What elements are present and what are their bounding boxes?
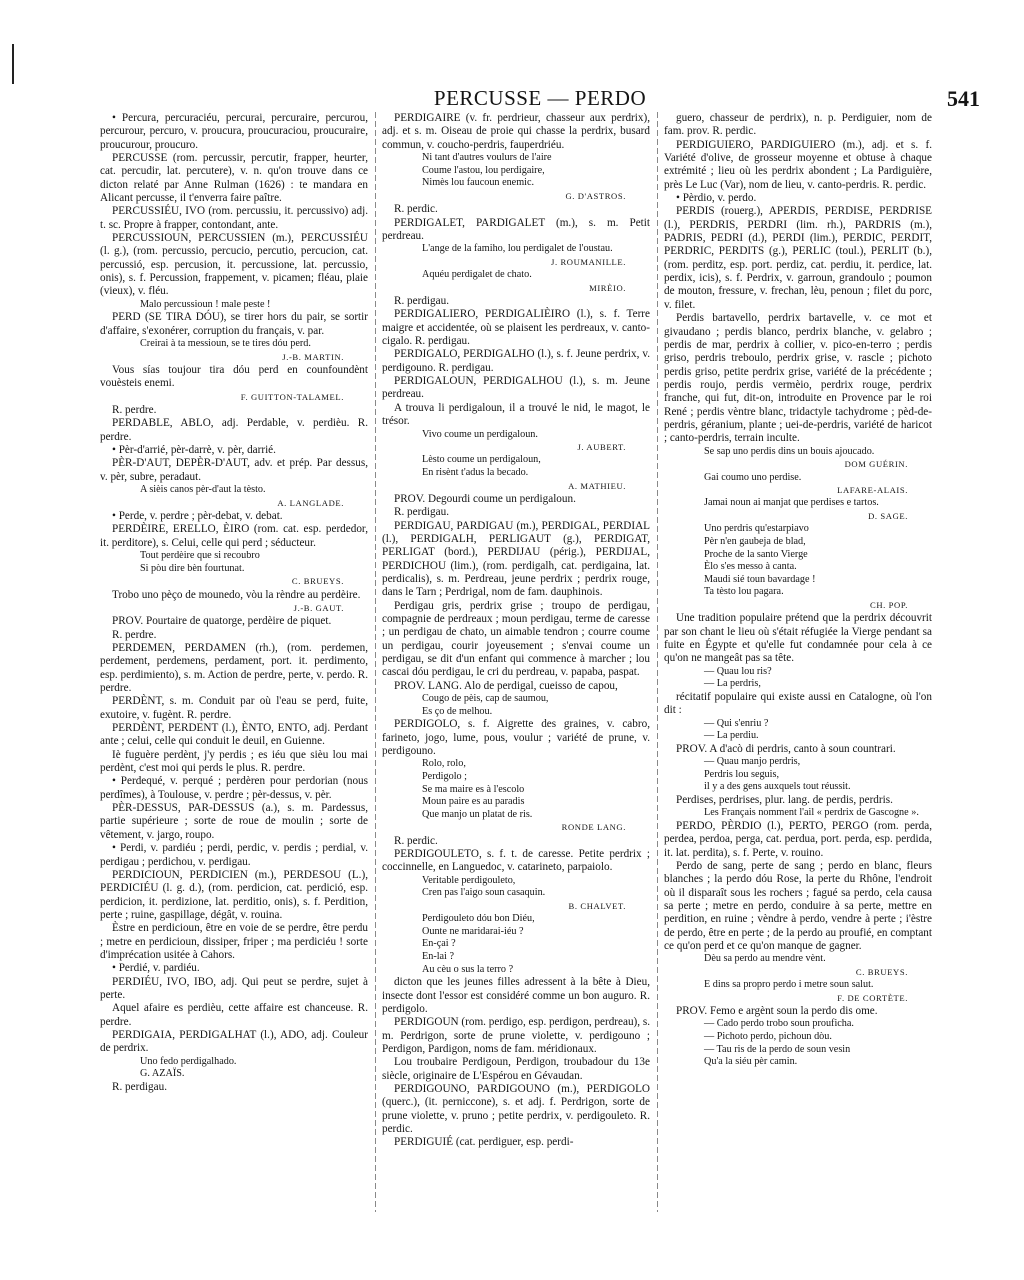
dictionary-paragraph: PERCUSSE (rom. percussir, percutir, frapper, heurter, cat. percudir, lat. percutere), v. n. qu'on trouve dans ce dicton relaté par Anne Rulman (1626) : te mandara en Alicant percusse, il t'enverra faire paître. <box>100 152 368 205</box>
dictionary-paragraph: PERDIGALIERO, PERDIGALIÈIRO (l.), s. f. Terre maigre et accidentée, où se plaisent les perdreaux, v. canto-cigalo. R. perdigau. <box>382 308 650 348</box>
dictionary-paragraph: Lou troubaire Perdigoun, Perdigon, troubadour du 13e siècle, originaire de L'Espérou en Gévaudan. <box>382 1056 650 1082</box>
dictionary-paragraph: Coume l'astou, lou perdigaire, <box>422 164 545 176</box>
dictionary-paragraph: • Percura, percuraciéu, percurai, percuraire, percurou, percurour, percuro, v. proucura, proucuraciou, proucuraire, proucurour, proucuro. <box>100 112 368 151</box>
dictionary-paragraph: D. SAGE. <box>868 511 908 522</box>
dictionary-paragraph: Se sap uno perdis dins un bouis ajoucado. <box>704 445 875 457</box>
dictionary-paragraph: G. D'ASTROS. <box>565 190 626 201</box>
dictionary-paragraph: R. perdigau. <box>394 295 449 308</box>
dictionary-paragraph: Uno perdris qu'estarpiavo <box>704 523 809 535</box>
dictionary-paragraph: Jamai noun ai manjat que perdises e tartos. <box>704 497 879 509</box>
dictionary-paragraph: Maudi sié toun bavardage ! <box>704 573 816 585</box>
dictionary-paragraph: F. GUITTON-TALAMEL. <box>240 391 344 402</box>
dictionary-paragraph: J.-B. GAUT. <box>293 602 344 613</box>
dictionary-paragraph: Ta tèsto lou pagara. <box>704 586 784 598</box>
dictionary-paragraph: J. ROUMANILLE. <box>551 256 626 267</box>
dictionary-paragraph: Tout perdèire que si recoubro <box>140 550 260 562</box>
dictionary-paragraph: PERDO, PÈRDIO (l.), PERTO, PERGO (rom. perda, perdea, perdoa, perga, cat. perdua, port. perda, esp. perdida, it. lat. perdita), s. f. Perte, v. rouino. <box>664 819 932 859</box>
dictionary-paragraph: Cren pas l'aigo soun casaquin. <box>422 887 546 899</box>
dictionary-paragraph: • Perdié, v. pardiéu. <box>112 962 200 975</box>
dictionary-paragraph: — Quau lou ris? <box>704 665 772 677</box>
dictionary-paragraph: PERDIGOLO, s. f. Aigrette des graines, v. cabro, farineto, jogo, lume, pous, voulur ; variété de prune, v. perdigouno. <box>382 718 650 757</box>
dictionary-paragraph: — Qui s'enriu ? <box>704 717 769 729</box>
dictionary-paragraph: Dèu sa perdo au mendre vènt. <box>704 953 826 965</box>
dictionary-paragraph: Ounte ne maridarai-iéu ? <box>422 925 524 937</box>
dictionary-paragraph: Iè fuguère perdènt, j'y perdis ; es iéu que sièu lou mai perdènt, c'est moi qui perds le plus. R. perdre. <box>100 748 368 775</box>
margin-rule <box>12 44 14 84</box>
dictionary-paragraph: Moun paire es au paradis <box>422 796 525 808</box>
dictionary-paragraph: PROV. A d'acò di perdris, canto à soun countrari. <box>676 742 896 755</box>
dictionary-paragraph: PERDIGAIRE (v. fr. perdrieur, chasseur aux perdrix), adj. et s. m. Oiseau de proie qui chasse la perdrix, busard commun, v. coucho-perdris, fauperdriéu. <box>382 112 650 151</box>
dictionary-paragraph: — La perdiu. <box>704 730 759 742</box>
dictionary-paragraph: Malo percussioun ! male peste ! <box>140 298 271 310</box>
dictionary-paragraph: CH. POP. <box>870 599 908 610</box>
dictionary-paragraph: PERDIGALOUN, PERDIGALHOU (l.), s. m. Jeune perdreau. <box>382 375 650 401</box>
dictionary-paragraph: il y a des gens auxquels tout réussit. <box>704 781 851 793</box>
dictionary-paragraph: PÈR-DESSUS, PAR-DESSUS (a.), s. m. Pardessus, partie supérieure ; sorte de roue de moulin ; sorte de vêtement, v. jargo, roupo. <box>100 802 368 841</box>
dictionary-paragraph: • Perdequé, v. perqué ; perdèren pour perdorian (nous perdîmes), à Toulouse, v. perdre ; pèr-dessus, v. pèr. <box>100 775 368 801</box>
dictionary-paragraph: Aquéu perdigalet de chato. <box>422 269 532 281</box>
column-2 <box>382 112 650 1272</box>
dictionary-paragraph: Veritable perdigouleto, <box>422 874 516 886</box>
dictionary-paragraph: A sièis canos pèr-d'aut la tèsto. <box>140 484 266 496</box>
dictionary-paragraph: PERDIGOULETO, s. f. t. de caresse. Petite perdrix ; coccinnelle, en Languedoc, v. catarineto, parpaiolo. <box>382 848 650 874</box>
dictionary-paragraph: guero, chasseur de perdrix), n. p. Perdiguier, nom de fam. prov. R. perdic. <box>664 112 932 138</box>
dictionary-paragraph: PÈR-D'AUT, DEPÈR-D'AUT, adv. et prép. Par dessus, v. pèr, subre, peradaut. <box>100 457 368 483</box>
dictionary-paragraph: L'ange de la famiho, lou perdigalet de l'oustau. <box>422 243 613 255</box>
dictionary-paragraph: Vous sías toujour tira dóu perd en counfoundènt vouèsteis enemi. <box>100 364 368 390</box>
dictionary-paragraph: Lèsto coume un perdigaloun, <box>422 454 541 466</box>
dictionary-paragraph: Creirai à ta messioun, se te tires dóu perd. <box>140 338 311 350</box>
dictionary-paragraph: R. perdic. <box>394 834 438 847</box>
dictionary-paragraph: PERDIGUIERO, PARDIGUIERO (m.), adj. et s. f. Variété d'olive, de grosseur moyenne et obtuse à chaque extrémité ; lieu où les perdrix abondent ; La Pardiguière, près Le Luc (Var), nom de lieu, v. canto-perdris. R. perdic. <box>664 138 932 191</box>
dictionary-paragraph: — Tau ris de la perdo de soun vesin <box>704 1043 851 1055</box>
dictionary-paragraph: En risènt t'adus la becado. <box>422 467 529 479</box>
dictionary-paragraph: PERDIGAU, PARDIGAU (m.), PERDIGAL, PERDIAL (l.), PERDIGALH, PERLIGAUT (g.), PERDIGAT, PERLIGAT (bord.), PERDIJAU (périg.), PERDIJAL, PERDICHOU (lim.), (rom. perdigalh, cat. perdigaina, lat. perdicalis), s. m. Perdreau, jeune perdrix ; perdrix rouge, dans le Tarn ; Perdrigal, nom de fam. dauphinois. <box>382 519 650 599</box>
dictionary-paragraph: R. perdre. <box>112 404 157 417</box>
dictionary-paragraph: • Pèr-d'arrié, pèr-darrè, v. pèr, darrié. <box>112 444 276 457</box>
dictionary-paragraph: C. BRUEYS. <box>291 576 344 587</box>
column-divider <box>375 112 376 1212</box>
dictionary-paragraph: PERDIS (rouerg.), APERDIS, PERDISE, PERDRISE (l.), PERDRIS, PERDRI (lim. rh.), PARDRIS (m.), PADRIS, PEDRI (d.), PERDI (lim.), PERDIC, PERDIT, PERDRIC, PERDITS (g.), PERLIC (toul.), PERLIT (b.), (rom. perditz, esp. port. perdiz, cat. perdiu, it. perdice, lat. perdix, icis), s. f. Perdrix, v. garroun, grandoulo ; poumon de mouton, fressure, v. frechan, lèu, penoun ; filet du porc, v. filet. <box>664 205 932 311</box>
dictionary-paragraph: A. LANGLADE. <box>277 497 344 508</box>
dictionary-paragraph: Rolo, rolo, <box>422 758 466 770</box>
dictionary-paragraph: Ni tant d'autres voulurs de l'aire <box>422 152 552 164</box>
dictionary-paragraph: PROV. Pourtaire de quatorge, perdèire de piquet. <box>112 615 332 628</box>
dictionary-paragraph: dicton que les jeunes filles adressent à la bête à Dieu, insecte dont l'essor est considéré comme un bon auguro. R. perdigolo. <box>382 976 650 1015</box>
dictionary-paragraph: • Pèrdio, v. perdo. <box>676 192 757 205</box>
dictionary-paragraph: R. perdigau. <box>112 1080 167 1093</box>
dictionary-paragraph: PERD (SE TIRA DÓU), se tirer hors du pair, se sortir d'affaire, s'exonérer, corruption du français, v. par. <box>100 311 368 337</box>
dictionary-paragraph: Perdo de sang, perte de sang ; perdo en blanc, fleurs blanches ; la perdo dóu Rose, la perte du Rhône, l'endroit où il disparaît sous les rochers ; fagué sa perdo, cela causa sa perte ; metre en perdo, conduire à sa perte, mettre en perdition, en ruine ; vèndre à perdo, vendre à perte ; i'èstre de perdo, être en perte ; de la perdo au proufié, en comptant ce qu'on perd et ce qu'on manque de gagner. <box>664 859 932 952</box>
dictionary-paragraph: A. MATHIEU. <box>568 480 626 491</box>
dictionary-paragraph: Es ço de melhou. <box>422 705 493 717</box>
dictionary-paragraph: En-çai ? <box>422 938 456 950</box>
dictionary-paragraph: Aquel afaire es perdièu, cette affaire est chanceuse. R. perdre. <box>100 1002 368 1028</box>
dictionary-paragraph: Que manjo un platat de ris. <box>422 808 533 820</box>
dictionary-paragraph: PERDIGOUNO, PARDIGOUNO (m.), PERDIGOLO (querc.), (it. perniccone), s. et adj. f. Perdrigon, sorte de prune violette, v. pruno ; petite perdrix, v. perdigouleto. R. perdic. <box>382 1082 650 1135</box>
column-divider <box>657 112 658 1212</box>
dictionary-paragraph: PERDICIOUN, PERDICIEN (m.), PERDESOU (L.), PERDICIÉU (l. g. d.), (rom. perdicion, cat. perdició, esp. perdicion, it. perdizione, lat. perditio, onis), s. f. Perdition, perte ; ruine, gaspillage, dégât, v. rouina. <box>100 868 368 921</box>
dictionary-paragraph: C. BRUEYS. <box>855 966 908 977</box>
dictionary-paragraph: Perdigouleto dóu bon Diéu, <box>422 913 535 925</box>
dictionary-paragraph: LAFARE-ALAIS. <box>837 485 908 496</box>
dictionary-paragraph: B. CHALVET. <box>568 900 626 911</box>
dictionary-paragraph: R. perdre. <box>112 628 157 641</box>
dictionary-paragraph: Se ma maire es à l'escolo <box>422 783 525 795</box>
dictionary-paragraph: F. DE CORTÈTE. <box>837 992 908 1003</box>
dictionary-paragraph: PERDIGOUN (rom. perdigo, esp. perdigon, perdreau), s. m. Perdrigon, sorte de prune violette, v. perdigouno ; Perdigon, Pardigon, noms de fam. méridionaux. <box>382 1016 650 1055</box>
dictionary-paragraph: Pèr n'en gaubeja de blad, <box>704 536 806 547</box>
dictionary-paragraph: PERDIÉU, IVO, IBO, adj. Qui peut se perdre, sujet à perte. <box>100 975 368 1001</box>
dictionary-paragraph: — Cado perdo trobo soun prouficha. <box>704 1018 854 1030</box>
dictionary-paragraph: R. perdigau. <box>394 506 449 519</box>
dictionary-paragraph: PERDÈNT, s. m. Conduit par où l'eau se perd, fuite, exutoire, v. fugènt. R. perdre. <box>100 695 368 721</box>
dictionary-paragraph: PERDÈNT, PERDENT (l.), ÈNTO, ENTO, adj. Perdant ante ; celui, celle qui conduit le deuil, en Guienne. <box>100 722 368 748</box>
dictionary-paragraph: • Perdi, v. pardiéu ; perdi, perdic, v. perdis ; perdial, v. perdigau ; perdichou, v. perdigau. <box>100 842 368 868</box>
dictionary-paragraph: G. AZAÏS. <box>140 1068 185 1080</box>
dictionary-paragraph: Au cèu o sus la terro ? <box>422 963 514 975</box>
dictionary-paragraph: PERDIGALO, PERDIGALHO (l.), s. f. Jeune perdrix, v. perdigouno. R. perdigau. <box>382 348 650 374</box>
dictionary-paragraph: PERDIGAIA, PERDIGALHAT (l.), ADO, adj. Couleur de perdrix. <box>100 1028 368 1055</box>
column-1 <box>100 112 368 1272</box>
dictionary-paragraph: Perdigau gris, perdrix grise ; troupo de perdigau, compagnie de perdreaux ; moun perdigau, terme de caresse ; un perdigau de chato, un aimable tendron ; courre coume un perdigau, courir joyeusement ; s'envai coume un perdigau, se dit d'un enfant qui commence à marcher ; lou cascai dóu perdigau, le cri du perdreau, v. papaba, paspat. <box>382 599 650 679</box>
dictionary-paragraph: Trobo uno pèço de mounedo, vòu la rèndre au perdèire. <box>112 588 361 601</box>
dictionary-paragraph: PERCUSSIOUN, PERCUSSIEN (m.), PERCUSSIÉU (l. g.), (rom. percussio, percucio, percutio, percucion, cat. percussió, esp. percusion, it. percussione, lat. percussio, onis), s. f. Percussion, frappement, v. picamen; fléau, plaie (vieux), v. fléu. <box>100 232 368 298</box>
dictionary-paragraph: PROV. Degourdi coume un perdigaloun. <box>394 492 576 505</box>
dictionary-paragraph: Une tradition populaire prétend que la perdrix découvrit par son chant le lieu où s'était réfugiée la Vierge pendant sa fuite en Égypte et qu'elle fut condamnée pour cela à ce qu'on ne mangeât pas sa tête. <box>664 612 932 665</box>
dictionary-paragraph: Proche de la santo Vierge <box>704 548 808 560</box>
dictionary-paragraph: Èstre en perdicioun, être en voie de se perdre, être perdu ; metre en perdicioun, dissiper, friper ; ma perdiciéu ! sorte d'imprécation usitée à Cahors. <box>100 922 368 961</box>
dictionary-columns <box>100 112 980 1272</box>
dictionary-paragraph: PERDIGALET, PARDIGALET (m.), s. m. Petit perdreau. <box>382 216 650 242</box>
dictionary-paragraph: — Quau manjo perdris, <box>704 756 801 768</box>
dictionary-paragraph: Qu'a la siéu pèr camin. <box>704 1056 798 1068</box>
dictionary-paragraph: PERCUSSIÉU, IVO (rom. percussiu, it. percussivo) adj. t. sc. Propre à frapper, contondant, ante. <box>100 205 368 231</box>
dictionary-paragraph: PERDABLE, ABLO, adj. Perdable, v. perdièu. R. perdre. <box>100 417 368 443</box>
dictionary-paragraph: PERDIGUIÉ (cat. perdiguer, esp. perdi- <box>394 1136 574 1149</box>
dictionary-paragraph: MIRÈIO. <box>589 282 626 293</box>
dictionary-paragraph: Uno fedo perdigalhado. <box>140 1055 237 1067</box>
dictionary-paragraph: Gai coumo uno perdise. <box>704 471 802 483</box>
dictionary-paragraph: A trouva li perdigaloun, il a trouvé le nid, le magot, le trésor. <box>382 401 650 428</box>
dictionary-paragraph: Perdis bartavello, perdrix bartavelle, v. ce mot et givaudano ; perdis blanco, perdrix blanche, v. gelabro ; perdis de mar, perdrix à collier, v. pico-en-terro ; perdis griso, perdris treboulo, perdrix grise, v. rascle ; pichoto perdis griso, petite perdrix grise, variété de la précédente ; perdis roujo, perdis vermèio, perdrix rouge, perdrix franche, qui fut, dit-on, introduite en Provence par le roi René ; perdis vèntre blanc, tridactyle tachydrome ; pèd-de-perdris, géranium, plante ; uei-de-perdris, variété de haricot ; canto-perdris, terrain inculte. <box>664 312 932 445</box>
page-number: 541 <box>947 86 980 111</box>
dictionary-paragraph: PROV. Femo e argènt soun la perdo dis ome. <box>676 1005 878 1018</box>
dictionary-paragraph: PROV. LANG. Alo de perdigal, cueisso de capou, <box>394 679 618 692</box>
dictionary-paragraph: Perdigolo ; <box>422 770 467 782</box>
dictionary-paragraph: Cougo de pèis, cap de saumou, <box>422 693 549 705</box>
dictionary-paragraph: J. AUBERT. <box>577 442 626 453</box>
dictionary-paragraph: Èlo s'es messo à canta. <box>704 561 797 573</box>
dictionary-paragraph: — La perdris, <box>704 678 761 690</box>
dictionary-paragraph: Perdris lou seguis, <box>704 768 779 780</box>
dictionary-paragraph: PERDÈIRE, ERELLO, ÈIRO (rom. cat. esp. perdedor, it. perditore), s. Celui, celle qui perd ; séducteur. <box>100 523 368 549</box>
dictionary-paragraph: récitatif populaire qui existe aussi en Catalogne, où l'on dit : <box>664 690 932 717</box>
dictionary-paragraph: E dins sa propro perdo i metre soun salut. <box>704 979 874 991</box>
dictionary-paragraph: En-lai ? <box>422 951 454 962</box>
dictionary-paragraph: Nimès lou faucoun enemic. <box>422 177 535 189</box>
dictionary-paragraph: R. perdic. <box>394 203 438 216</box>
dictionary-paragraph: PERDEMEN, PERDAMEN (rh.), (rom. perdemen, perdement, perdemens, perdament, port. it. perdimento, esp. perdimiento), s. m. Action de perdre, perte, v. perdo. R. perdre. <box>100 642 368 695</box>
dictionary-paragraph: RONDE LANG. <box>561 822 626 833</box>
dictionary-paragraph: — Pichoto perdo, pichoun dòu. <box>704 1031 832 1043</box>
column-3 <box>664 112 932 1272</box>
dictionary-paragraph: Si pòu dire bèn fourtunat. <box>140 562 245 574</box>
running-head: PERCUSSE — PERDO <box>433 86 647 110</box>
dictionary-paragraph: Les Français nomment l'ail « perdrix de Gascogne ». <box>704 807 919 819</box>
dictionary-paragraph: J.-B. MARTIN. <box>282 351 344 362</box>
dictionary-paragraph: DOM GUÉRIN. <box>844 459 908 470</box>
dictionary-paragraph: Vivo coume un perdigaloun. <box>422 428 538 440</box>
dictionary-paragraph: Perdises, perdrises, plur. lang. de perdis, perdris. <box>676 793 893 806</box>
dictionary-paragraph: • Perde, v. perdre ; pèr-debat, v. debat. <box>112 510 283 523</box>
